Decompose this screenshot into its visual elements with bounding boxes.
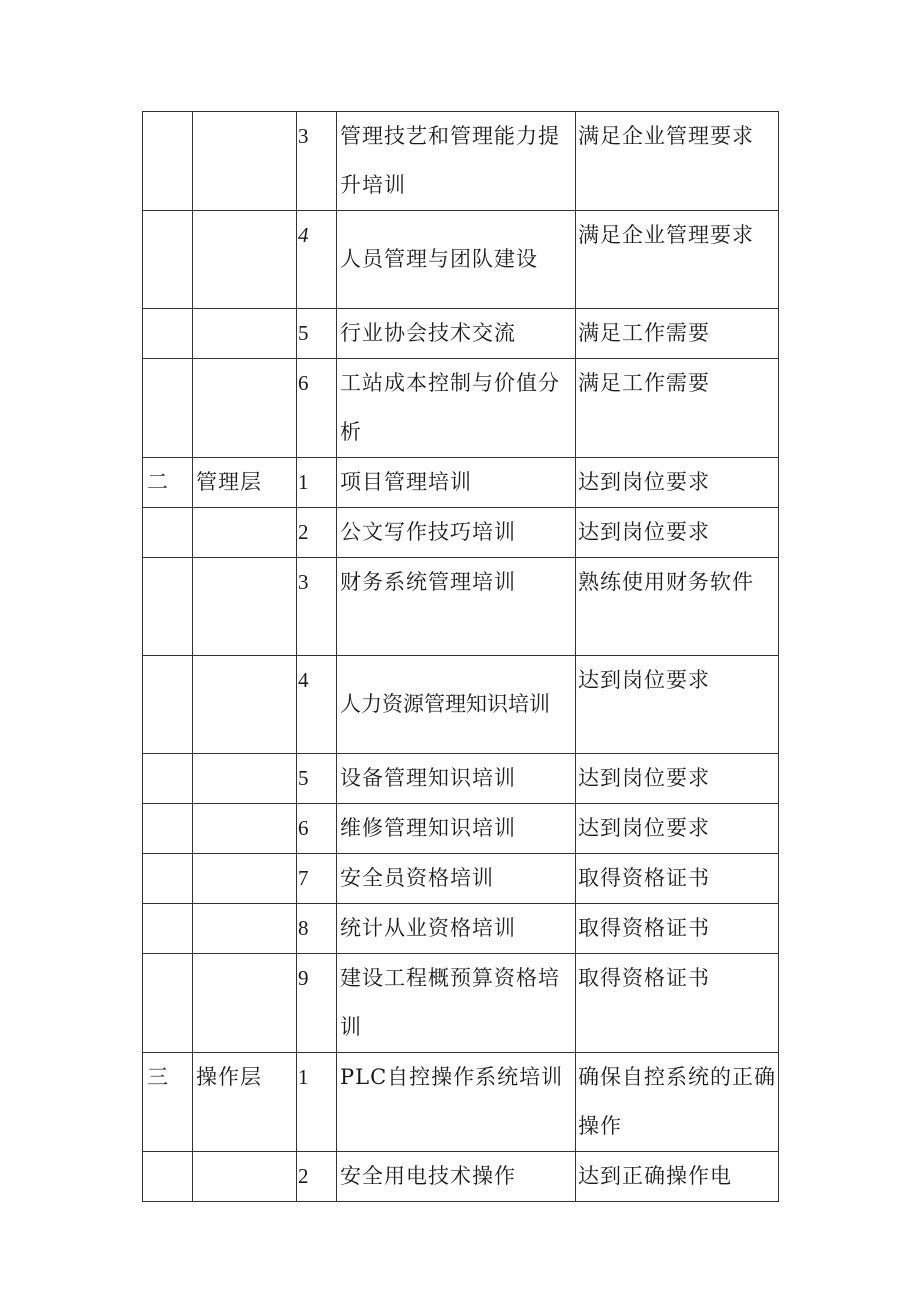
number-cell: 5 [297, 754, 337, 804]
number-cell: 3 [297, 112, 337, 211]
layer-cell [193, 508, 297, 558]
layer-cell [193, 1152, 297, 1202]
category-cell [143, 211, 193, 309]
number-cell: 3 [297, 558, 337, 656]
training-item-cell: 人员管理与团队建设 [337, 211, 576, 309]
goal-cell: 达到岗位要求 [576, 508, 779, 558]
category-cell [143, 112, 193, 211]
layer-cell [193, 359, 297, 458]
training-item-cell: 安全用电技术操作 [337, 1152, 576, 1202]
category-cell [143, 508, 193, 558]
category-cell [143, 904, 193, 954]
goal-cell: 满足工作需要 [576, 359, 779, 458]
table-row [143, 656, 779, 754]
table-row [143, 309, 779, 359]
training-plan-table [142, 111, 779, 1202]
layer-cell [193, 954, 297, 1053]
table-row [143, 1152, 779, 1202]
goal-cell: 确保自控系统的正确操作 [576, 1053, 779, 1152]
table-row [143, 1053, 779, 1152]
number-cell: 8 [297, 904, 337, 954]
layer-cell: 管理层 [193, 458, 297, 508]
category-cell [143, 954, 193, 1053]
training-item-cell: 安全员资格培训 [337, 854, 576, 904]
number-cell: 1 [297, 1053, 337, 1152]
layer-cell [193, 656, 297, 754]
layer-cell [193, 904, 297, 954]
number-cell: 5 [297, 309, 337, 359]
number-cell: 2 [297, 1152, 337, 1202]
goal-cell: 满足企业管理要求 [576, 112, 779, 211]
category-cell [143, 754, 193, 804]
training-item-cell: 设备管理知识培训 [337, 754, 576, 804]
layer-cell [193, 754, 297, 804]
category-cell [143, 309, 193, 359]
goal-cell: 满足企业管理要求 [576, 211, 779, 309]
training-item-cell: 公文写作技巧培训 [337, 508, 576, 558]
number-cell: 6 [297, 359, 337, 458]
goal-cell: 熟练使用财务软件 [576, 558, 779, 656]
goal-cell: 达到岗位要求 [576, 804, 779, 854]
training-item-cell: 人力资源管理知识培训 [337, 656, 576, 754]
training-item-cell: 行业协会技术交流 [337, 309, 576, 359]
table-row [143, 954, 779, 1053]
goal-cell: 满足工作需要 [576, 309, 779, 359]
number-cell: 1 [297, 458, 337, 508]
layer-cell [193, 112, 297, 211]
goal-cell: 取得资格证书 [576, 854, 779, 904]
layer-cell [193, 558, 297, 656]
category-cell [143, 359, 193, 458]
training-item-cell: 统计从业资格培训 [337, 904, 576, 954]
layer-cell [193, 804, 297, 854]
training-item-cell: 管理技艺和管理能力提升培训 [337, 112, 576, 211]
number-cell: 9 [297, 954, 337, 1053]
number-cell: 4 [297, 656, 337, 754]
layer-cell: 操作层 [193, 1053, 297, 1152]
table-row [143, 508, 779, 558]
training-item-cell: 项目管理培训 [337, 458, 576, 508]
number-cell: 4 [297, 211, 337, 309]
goal-cell: 取得资格证书 [576, 904, 779, 954]
goal-cell: 达到岗位要求 [576, 656, 779, 754]
table-row [143, 211, 779, 309]
category-cell: 二 [143, 458, 193, 508]
goal-cell: 取得资格证书 [576, 954, 779, 1053]
table-row [143, 112, 779, 211]
training-item-cell: 财务系统管理培训 [337, 558, 576, 656]
category-cell [143, 854, 193, 904]
training-item-cell: 工站成本控制与价值分析 [337, 359, 576, 458]
goal-cell: 达到正确操作电 [576, 1152, 779, 1202]
category-cell [143, 804, 193, 854]
goal-cell: 达到岗位要求 [576, 458, 779, 508]
category-cell [143, 1152, 193, 1202]
table-row [143, 854, 779, 904]
number-cell: 6 [297, 804, 337, 854]
training-item-cell: 建设工程概预算资格培训 [337, 954, 576, 1053]
layer-cell [193, 309, 297, 359]
table-row [143, 359, 779, 458]
table-row [143, 558, 779, 656]
training-item-cell: PLC自控操作系统培训 [337, 1053, 576, 1152]
category-cell: 三 [143, 1053, 193, 1152]
goal-cell: 达到岗位要求 [576, 754, 779, 804]
table-row [143, 904, 779, 954]
layer-cell [193, 211, 297, 309]
layer-cell [193, 854, 297, 904]
table-row [143, 754, 779, 804]
number-cell: 7 [297, 854, 337, 904]
training-item-cell: 维修管理知识培训 [337, 804, 576, 854]
table-row [143, 458, 779, 508]
table-row [143, 804, 779, 854]
number-cell: 2 [297, 508, 337, 558]
category-cell [143, 558, 193, 656]
category-cell [143, 656, 193, 754]
